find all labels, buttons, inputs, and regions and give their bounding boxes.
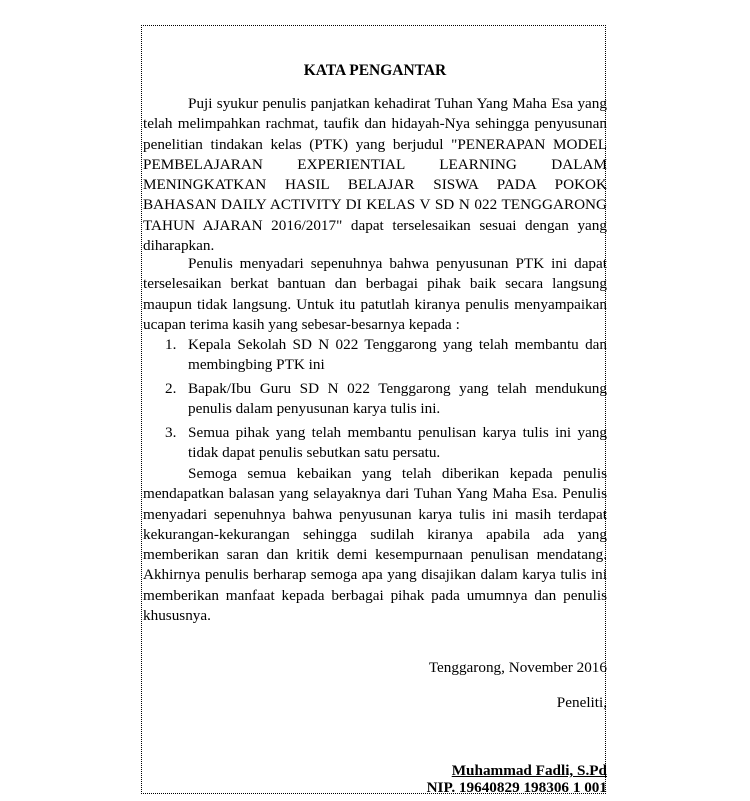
signature-nip: NIP. 19640829 198306 1 001 [426, 779, 607, 796]
list-text: Semua pihak yang telah membantu penulisan karya tulis ini yang tidak dapat penulis sebutkan satu persatu. [188, 424, 607, 462]
list-item [143, 423, 607, 464]
signature-name: Muhammad Fadli, S.Pd [451, 762, 607, 779]
list-item [143, 335, 607, 376]
list-text: Kepala Sekolah SD N 022 Tenggarong yang telah membantu dan membingbing PTK ini [188, 336, 607, 374]
acknowledgement-list [143, 335, 607, 467]
list-number: 3. [165, 424, 177, 442]
list-number: 2. [165, 380, 177, 398]
paragraph-opening: Puji syukur penulis panjatkan kehadirat Tuhan Yang Maha Esa yang telah melimpahkan rachmat, taufik dan hidayah-Nya sehingga penyusunan penelitian tindakan kelas (PTK) yang berjudul "PENERAPAN MODEL PEMBELAJARAN EXPERIENTIAL LEARNING DALAM MENINGKATKAN HASIL BELAJAR SISWA PADA POKOK BAHASAN DAILY ACTIVITY DI KELAS V SD N 022 TENGGARONG TAHUN AJARAN 2016/2017" dapat terselesaikan sesuai dengan yang diharapkan. [143, 95, 607, 255]
signature-place-date: Tenggarong, November 2016 [428, 659, 607, 676]
list-item [143, 379, 607, 420]
document-page [141, 25, 606, 794]
paragraph-closing: Semoga semua kebaikan yang telah diberikan kepada penulis mendapatkan balasan yang selayaknya dari Tuhan Yang Maha Esa. Penulis menyadari sepenuhnya bahwa penyusunan karya tulis ini masih terdapat kekurangan-kekurangan sehingga sudilah kiranya apabila ada yang memberikan saran dan kritik demi kesempurnaan penulisan mendatang. Akhirnya penulis berharap semoga apa yang disajikan dalam karya tulis ini memberikan manfaat kepada berbagai pihak pada umumnya dan penulis khususnya. [143, 465, 607, 625]
signature-role: Peneliti, [556, 694, 607, 711]
list-number: 1. [165, 336, 177, 353]
page-title: KATA PENGANTAR [303, 62, 447, 79]
list-text: Bapak/Ibu Guru SD N 022 Tenggarong yang telah mendukung penulis dalam penyusunan karya tulis ini. [188, 380, 607, 418]
paragraph-gratitude: Penulis menyadari sepenuhnya bahwa penyusunan PTK ini dapat terselesaikan berkat bantuan dan berbagai pihak baik secara langsung maupun tidak langsung. Untuk itu patutlah kiranya penulis menyampaikan ucapan terima kasih yang sebesar-besarnya kepada : [143, 255, 607, 333]
